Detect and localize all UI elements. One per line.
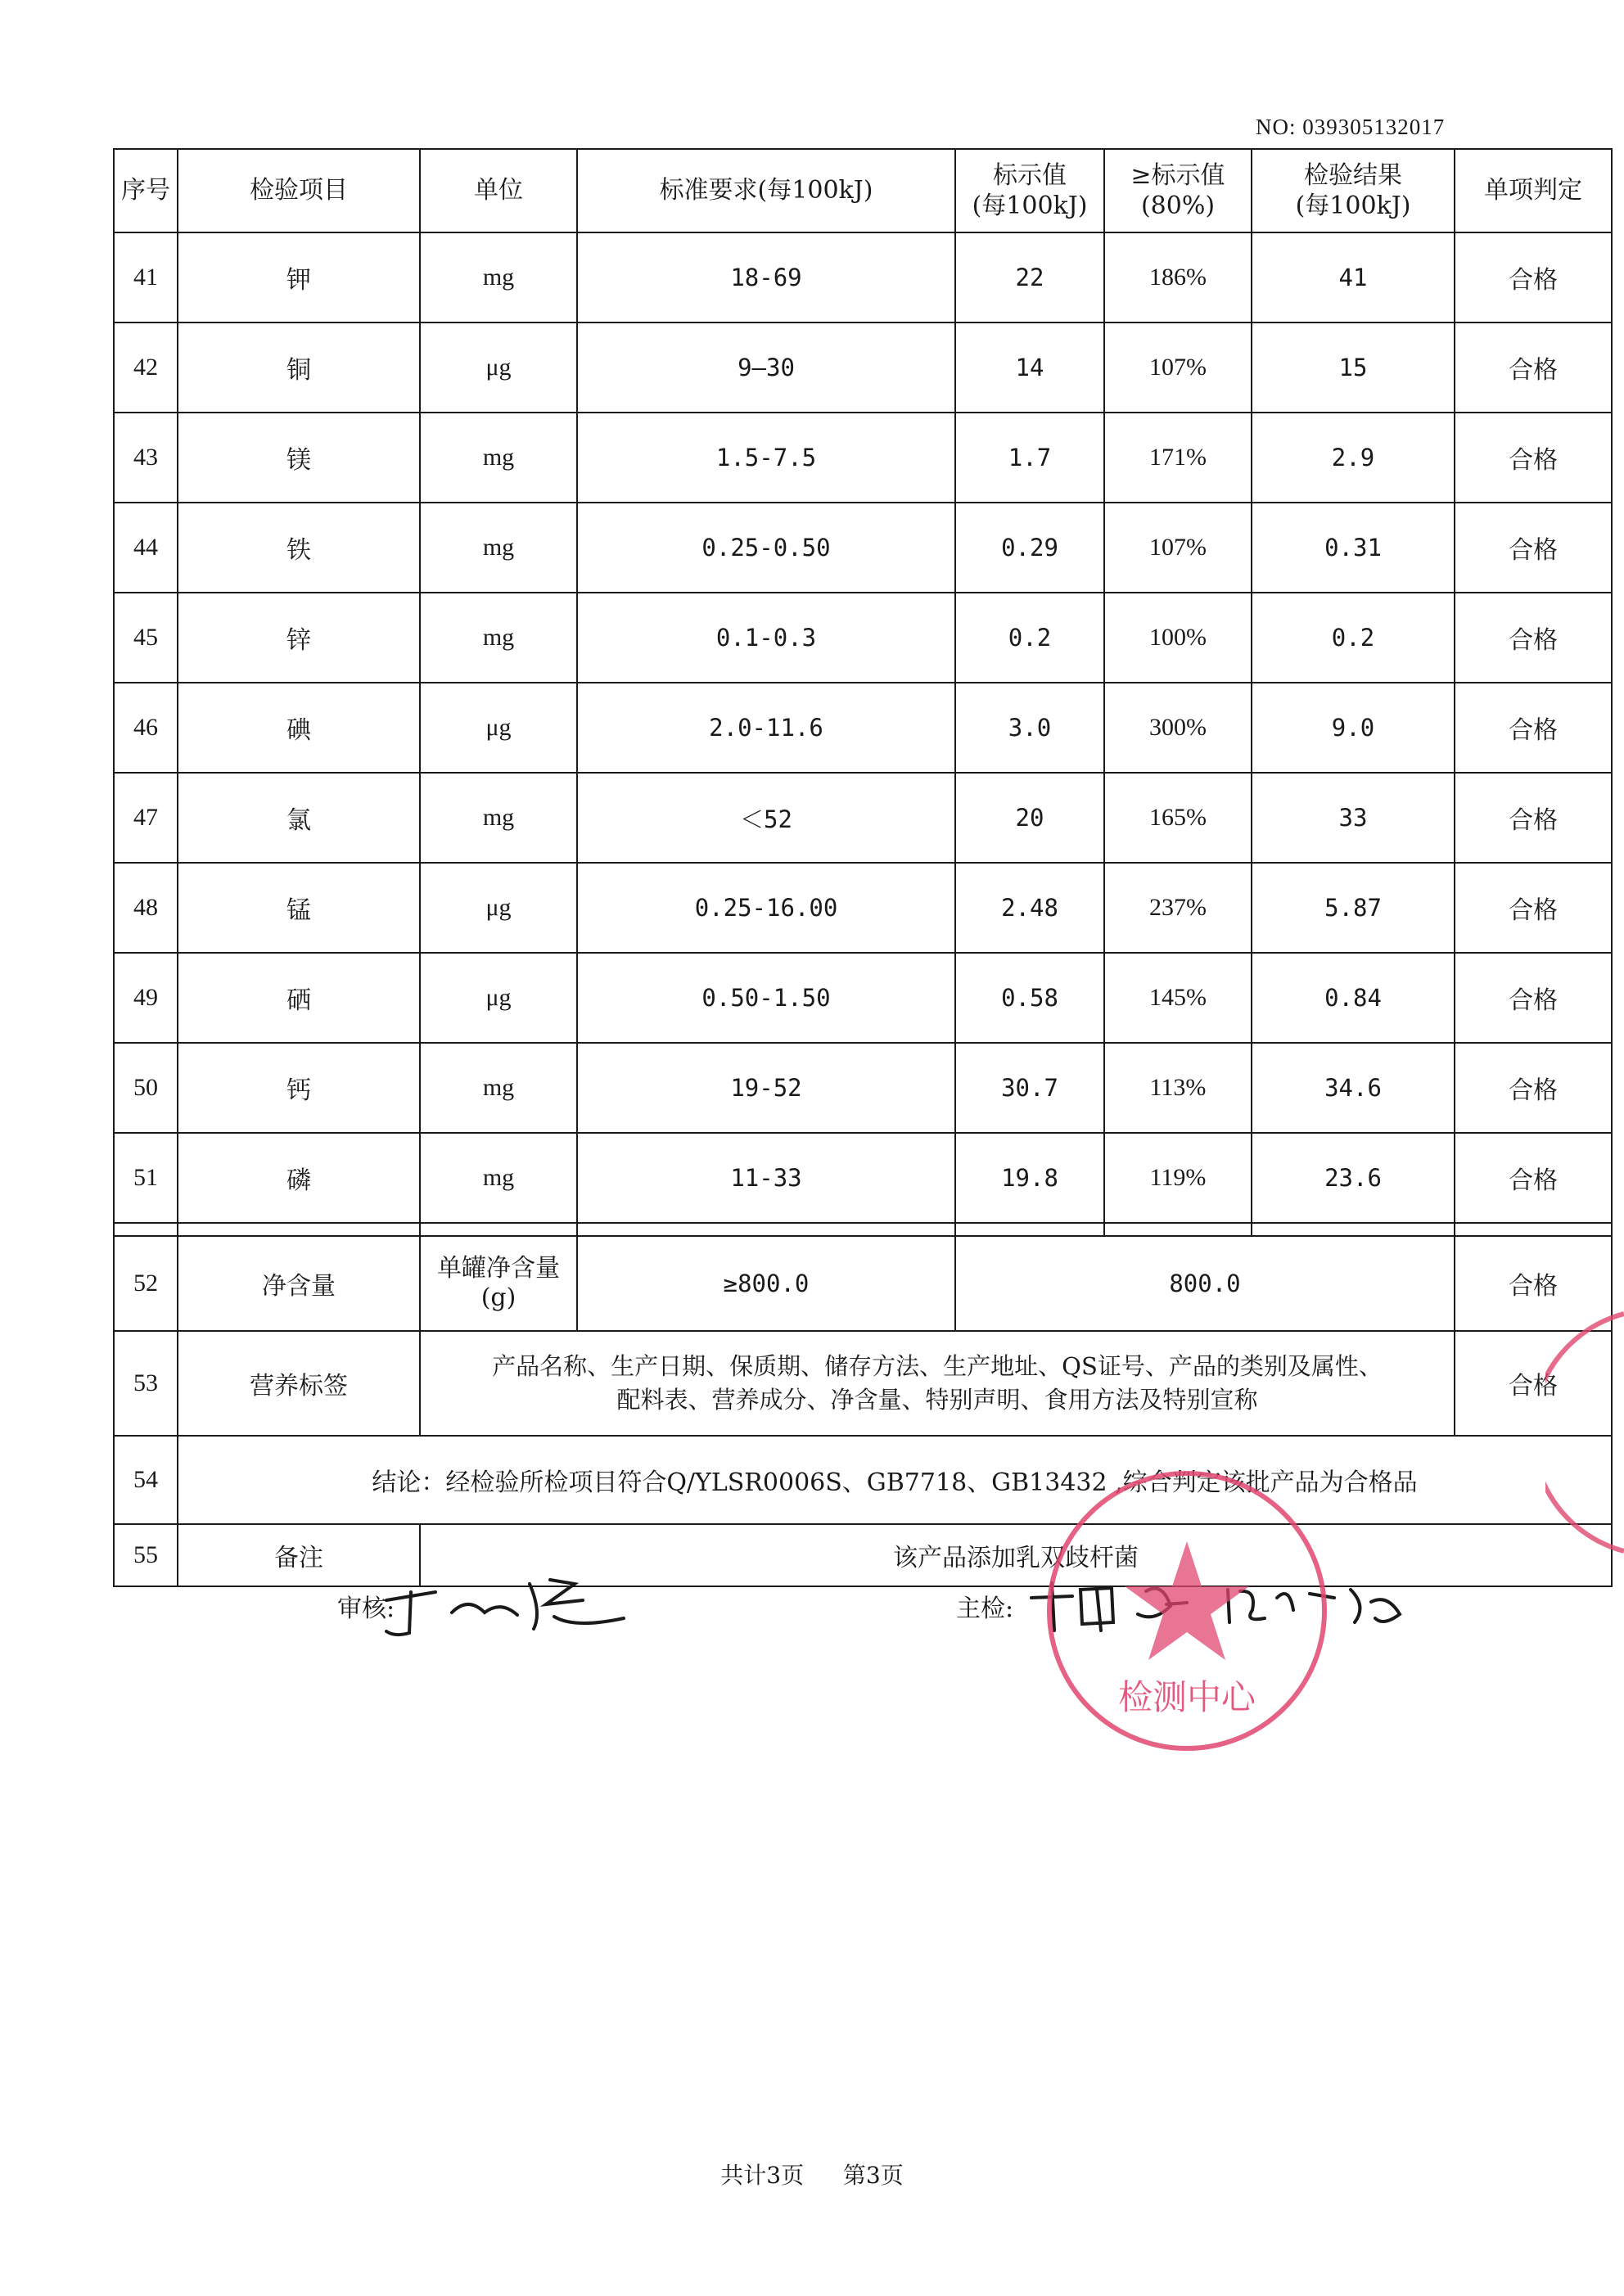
row-item: 锰	[178, 863, 420, 953]
nutrition-label-row	[114, 1331, 1612, 1436]
row-label-value: 0.58	[955, 953, 1104, 1043]
row-standard: 11-33	[577, 1133, 955, 1223]
row-standard: 0.25-0.50	[577, 503, 955, 593]
table-header-row	[114, 149, 1612, 232]
row-verdict: 合格	[1455, 413, 1612, 503]
row-verdict: 合格	[1455, 503, 1612, 593]
table-row	[114, 593, 1612, 683]
row-result: 2.9	[1252, 413, 1455, 503]
header-percent: ≥标示值 (80%)	[1104, 149, 1252, 232]
header-label-value: 标示值 (每100kJ)	[955, 149, 1104, 232]
spacer-row	[114, 1223, 1612, 1236]
row-unit: 单罐净含量 (g)	[420, 1236, 577, 1331]
row-standard: ≥800.0	[577, 1236, 955, 1331]
row-item: 氯	[178, 773, 420, 863]
row-item: 钙	[178, 1043, 420, 1133]
row-item: 镁	[178, 413, 420, 503]
header-item: 检验项目	[178, 149, 420, 232]
row-result: 23.6	[1252, 1133, 1455, 1223]
row-no: 51	[114, 1133, 178, 1223]
header-standard: 标准要求(每100kJ)	[577, 149, 955, 232]
row-label-value: 20	[955, 773, 1104, 863]
row-item: 铜	[178, 323, 420, 413]
row-standard: 19-52	[577, 1043, 955, 1133]
row-no: 50	[114, 1043, 178, 1133]
row-no: 46	[114, 683, 178, 773]
row-standard: ＜52	[577, 773, 955, 863]
row-percent: 165%	[1104, 773, 1252, 863]
row-no: 54	[114, 1436, 178, 1524]
row-percent: 145%	[1104, 953, 1252, 1043]
row-item: 净含量	[178, 1236, 420, 1331]
row-result: 15	[1252, 323, 1455, 413]
row-item: 营养标签	[178, 1331, 420, 1436]
table-row	[114, 773, 1612, 863]
table-row	[114, 683, 1612, 773]
seal-edge	[1545, 1306, 1624, 1559]
row-no: 47	[114, 773, 178, 863]
row-result: 5.87	[1252, 863, 1455, 953]
inspector-label: 主检:	[956, 1595, 1014, 1623]
row-no: 55	[114, 1524, 178, 1586]
row-result: 0.84	[1252, 953, 1455, 1043]
row-unit: μg	[420, 323, 577, 413]
row-unit: mg	[420, 232, 577, 323]
header-no: 序号	[114, 149, 178, 232]
row-percent: 100%	[1104, 593, 1252, 683]
row-result: 9.0	[1252, 683, 1455, 773]
row-standard: 0.50-1.50	[577, 953, 955, 1043]
row-no: 44	[114, 503, 178, 593]
row-unit: mg	[420, 503, 577, 593]
row-result: 41	[1252, 232, 1455, 323]
row-item: 铁	[178, 503, 420, 593]
table-row	[114, 1133, 1612, 1223]
row-standard: 0.25-16.00	[577, 863, 955, 953]
row-no: 53	[114, 1331, 178, 1436]
row-verdict: 合格	[1455, 1133, 1612, 1223]
table-row	[114, 1043, 1612, 1133]
row-no: 48	[114, 863, 178, 953]
row-label-value: 2.48	[955, 863, 1104, 953]
row-percent: 107%	[1104, 503, 1252, 593]
row-result: 34.6	[1252, 1043, 1455, 1133]
row-result: 0.31	[1252, 503, 1455, 593]
page-number: 第3页	[842, 2162, 904, 2189]
conclusion-row	[114, 1436, 1612, 1524]
page-total: 共计3页	[720, 2162, 805, 2189]
row-verdict: 合格	[1455, 1331, 1612, 1436]
row-result: 0.2	[1252, 593, 1455, 683]
row-item: 碘	[178, 683, 420, 773]
row-no: 41	[114, 232, 178, 323]
row-verdict: 合格	[1455, 1043, 1612, 1133]
row-result: 800.0	[955, 1236, 1455, 1331]
row-label-value: 22	[955, 232, 1104, 323]
row-no: 45	[114, 593, 178, 683]
row-verdict: 合格	[1455, 683, 1612, 773]
row-item: 锌	[178, 593, 420, 683]
row-standard: 9—30	[577, 323, 955, 413]
row-standard: 2.0-11.6	[577, 683, 955, 773]
reviewer-label: 审核:	[337, 1595, 395, 1623]
header-verdict: 单项判定	[1455, 149, 1612, 232]
table-row	[114, 232, 1612, 323]
row-unit: μg	[420, 953, 577, 1043]
row-item: 硒	[178, 953, 420, 1043]
row-percent: 119%	[1104, 1133, 1252, 1223]
table-row	[114, 863, 1612, 953]
row-label-value: 14	[955, 323, 1104, 413]
row-percent: 237%	[1104, 863, 1252, 953]
inspection-seal	[1040, 1464, 1334, 1758]
row-unit: μg	[420, 683, 577, 773]
header-result: 检验结果 (每100kJ)	[1252, 149, 1455, 232]
nutrition-label-text: 产品名称、生产日期、保质期、储存方法、生产地址、QS证号、产品的类别及属性、 配料表、营养成分、净含量、特别声明、食用方法及特别宣称	[420, 1331, 1455, 1436]
table-row	[114, 323, 1612, 413]
row-result: 33	[1252, 773, 1455, 863]
row-no: 42	[114, 323, 178, 413]
reviewer-signature	[378, 1568, 632, 1649]
row-unit: mg	[420, 413, 577, 503]
seal-text: 检测中心	[1117, 1677, 1256, 1717]
row-verdict: 合格	[1455, 863, 1612, 953]
row-label-value: 19.8	[955, 1133, 1104, 1223]
remark-text: 该产品添加乳双歧杆菌	[420, 1524, 1612, 1586]
row-verdict: 合格	[1455, 232, 1612, 323]
row-percent: 186%	[1104, 232, 1252, 323]
row-verdict: 合格	[1455, 773, 1612, 863]
row-percent: 107%	[1104, 323, 1252, 413]
row-no: 43	[114, 413, 178, 503]
row-unit: mg	[420, 593, 577, 683]
row-verdict: 合格	[1455, 593, 1612, 683]
inspection-table	[113, 148, 1613, 1587]
row-percent: 113%	[1104, 1043, 1252, 1133]
row-label-value: 1.7	[955, 413, 1104, 503]
row-label-value: 30.7	[955, 1043, 1104, 1133]
row-unit: mg	[420, 1133, 577, 1223]
row-unit: mg	[420, 1043, 577, 1133]
row-percent: 300%	[1104, 683, 1252, 773]
row-label-value: 3.0	[955, 683, 1104, 773]
table-row	[114, 503, 1612, 593]
table-row	[114, 413, 1612, 503]
row-verdict: 合格	[1455, 1236, 1612, 1331]
row-label-value: 0.2	[955, 593, 1104, 683]
page-footer	[0, 2158, 1624, 2190]
table-row	[114, 953, 1612, 1043]
row-verdict: 合格	[1455, 953, 1612, 1043]
row-unit: μg	[420, 863, 577, 953]
row-verdict: 合格	[1455, 323, 1612, 413]
row-item: 磷	[178, 1133, 420, 1223]
conclusion-text: 结论：经检验所检项目符合Q/YLSR0006S、GB7718、GB13432 ,综合判定该批产品为合格品	[178, 1436, 1612, 1524]
row-no: 52	[114, 1236, 178, 1331]
document-number: NO: 039305132017	[1256, 115, 1446, 139]
row-standard: 0.1-0.3	[577, 593, 955, 683]
row-standard: 1.5-7.5	[577, 413, 955, 503]
row-percent: 171%	[1104, 413, 1252, 503]
row-label-value: 0.29	[955, 503, 1104, 593]
remark-label: 备注	[178, 1524, 420, 1586]
header-unit: 单位	[420, 149, 577, 232]
net-content-row	[114, 1236, 1612, 1331]
row-standard: 18-69	[577, 232, 955, 323]
row-unit: mg	[420, 773, 577, 863]
row-no: 49	[114, 953, 178, 1043]
row-item: 钾	[178, 232, 420, 323]
